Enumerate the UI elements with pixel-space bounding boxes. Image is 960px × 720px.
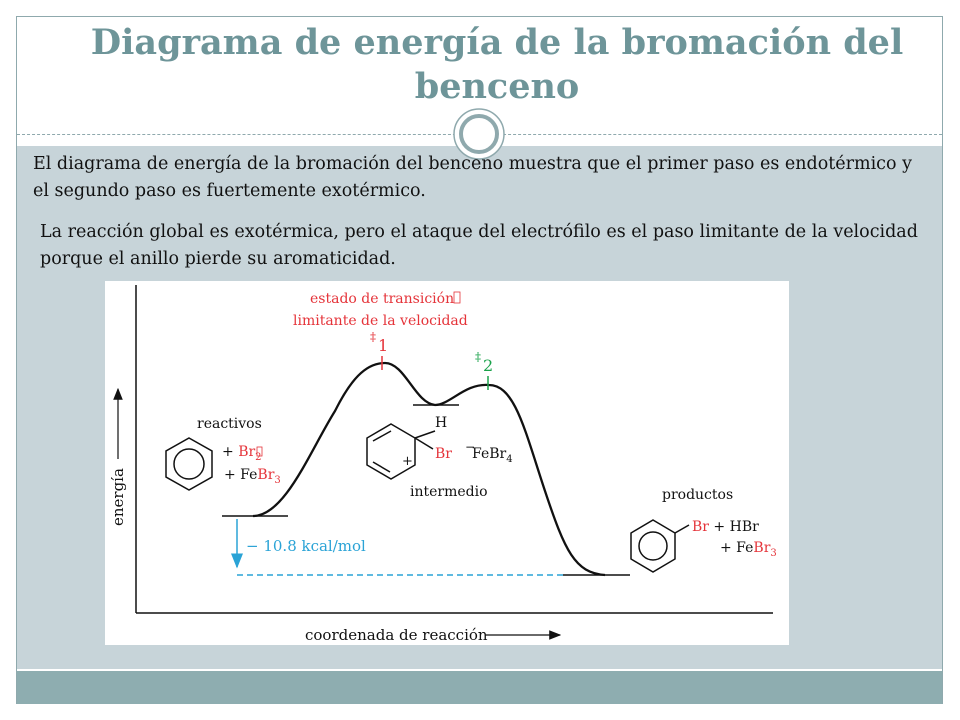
reactants-br2: Br (238, 444, 256, 460)
intermediate-counterion-sub: 4 (506, 454, 513, 465)
products-febr3-sub: 3 (770, 548, 777, 559)
products-hbr: + HBr (708, 519, 759, 535)
bromobenzene-product-icon (631, 520, 689, 572)
arenium-intermediate-icon (367, 424, 435, 479)
ts1-double-dagger: ‡ (370, 330, 376, 344)
energy-diagram (105, 281, 789, 645)
intermediate-h: H (435, 415, 448, 431)
x-axis-label: coordenada de reacción (305, 626, 488, 644)
benzene-reactant-icon (166, 438, 212, 490)
reactants-febr3-sub: 3 (274, 475, 281, 486)
products-br: Br (692, 519, 709, 535)
footer-band (17, 671, 942, 704)
ts2-double-dagger: ‡ (475, 350, 481, 364)
ts-label-line1: estado de transición (310, 291, 455, 307)
delta-h-label: − 10.8 kcal/mol (246, 537, 366, 555)
intermediate-plus: + (402, 454, 413, 469)
y-axis-label: energía (109, 468, 127, 526)
reactants-label: reactivos (197, 416, 262, 432)
products-febr3: Br (753, 540, 771, 556)
intermediate-counterion-charge: − (465, 440, 476, 454)
intermediate-label: intermedio (410, 484, 488, 500)
reactants-line1 (222, 444, 262, 463)
reactants-plus-fe: + Fe (224, 467, 258, 483)
products-label: productos (662, 487, 734, 503)
intermediate-counterion-text: FeBr (472, 446, 507, 462)
intermediate-counterion (472, 446, 513, 465)
reactants-febr3: Br (257, 467, 275, 483)
reactants-plus1: + (222, 444, 239, 460)
products-line1 (692, 519, 759, 535)
ts2-number: 2 (483, 356, 494, 375)
reactants-line2 (224, 467, 281, 486)
slide-title: Diagrama de energía de la bromación del benceno (90, 22, 904, 107)
paragraph-rate-limiting: La reacción global es exotérmica, pero el ataque del electrófilo es el paso limitante de la velocidad porque el anillo pierde su aromaticidad. (40, 222, 918, 269)
products-plus-fe: + Fe (720, 540, 754, 556)
ts-label-glyph (454, 292, 460, 303)
paragraph-energy-steps: El diagrama de energía de la bromación del benceno muestra que el primer paso es endotérmico y el segundo paso es fuertemente exotérmico. (33, 154, 912, 201)
intermediate-br: Br (435, 446, 452, 462)
ts1-number: 1 (378, 336, 389, 355)
products-line2 (720, 540, 777, 559)
reactants-br2-sub: 2 (255, 452, 262, 463)
ts-label-line2: limitante de la velocidad (293, 313, 468, 329)
